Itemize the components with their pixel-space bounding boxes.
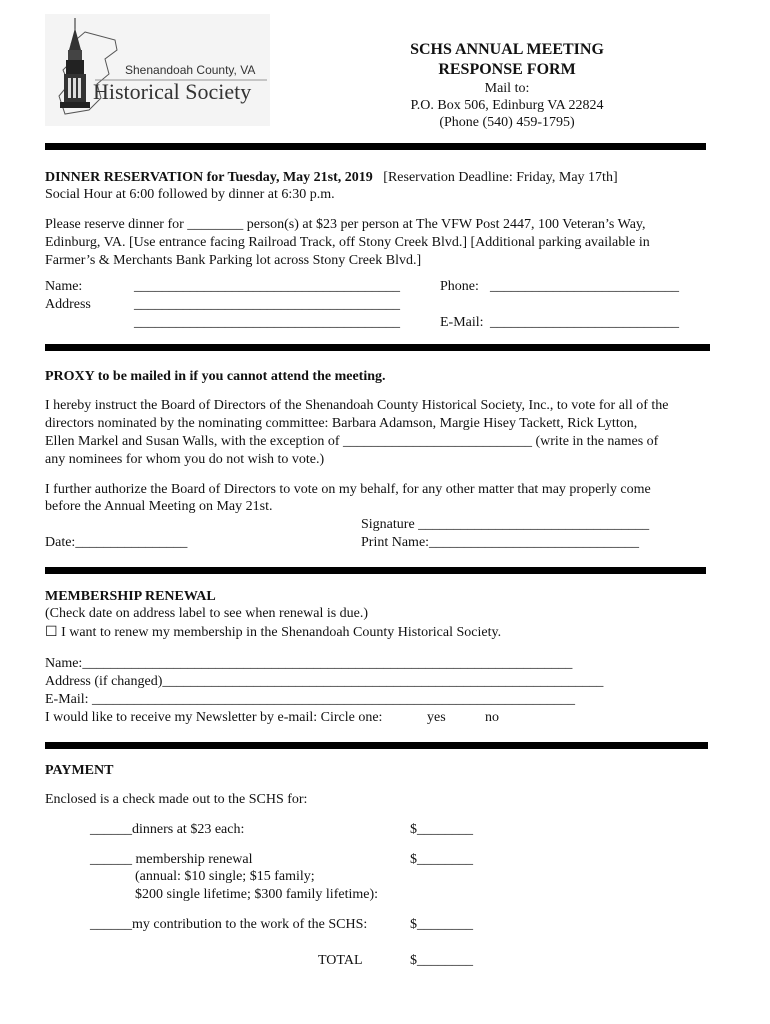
contribution-amount-field[interactable]: $________ xyxy=(410,917,473,932)
reserve-text-line2: Edinburg, VA. [Use entrance facing Railroad Track, off Stony Creek Blvd.] [Additional parking available in xyxy=(45,235,650,250)
renew-option[interactable] xyxy=(45,624,501,641)
dinner-name-label: Name: xyxy=(45,279,83,294)
dinner-address-field-2[interactable]: ______________________________________ xyxy=(134,315,400,330)
membership-renewal-field[interactable]: ______ membership renewal xyxy=(90,852,253,867)
proxy-instruct-line1: I hereby instruct the Board of Directors of the Shenandoah County Historical Society, Inc., to vote for all of the xyxy=(45,398,669,413)
renewal-check-note: (Check date on address label to see when renewal is due.) xyxy=(45,606,369,621)
proxy-authorize-line1: I further authorize the Board of Directors to vote on my behalf, for any other matter that may properly come xyxy=(45,482,651,497)
print-name-field[interactable]: Print Name:______________________________ xyxy=(361,535,640,550)
renew-checkbox[interactable]: ☐ xyxy=(45,625,58,640)
dinner-address-field[interactable]: ______________________________________ xyxy=(134,297,400,312)
proxy-authorize-line2: before the Annual Meeting on May 21st. xyxy=(45,499,273,514)
membership-rates-line2: $200 single lifetime; $300 family lifetime): xyxy=(135,887,379,902)
section-divider xyxy=(45,742,708,749)
reservation-deadline: [Reservation Deadline: Friday, May 17th] xyxy=(383,170,618,185)
proxy-instruct-line3: Ellen Markel and Susan Walls, with the exception of ___________________________ (write in the names of xyxy=(45,434,659,449)
payment-enclosed-text: Enclosed is a check made out to the SCHS for: xyxy=(45,792,308,807)
member-name-field[interactable]: Name:______________________________________________________________________ xyxy=(45,656,573,671)
proxy-instruct-line4: any nominees for whom you do not wish to vote.) xyxy=(45,452,325,467)
logo-top-text: Shenandoah County, VA xyxy=(125,63,256,77)
section-divider xyxy=(45,344,710,351)
section-divider xyxy=(45,143,706,150)
dinners-amount-field[interactable]: $________ xyxy=(410,822,473,837)
phone-number: (Phone (540) 459-1795) xyxy=(439,115,575,130)
contribution-field[interactable]: ______my contribution to the work of the SCHS: xyxy=(90,917,368,932)
total-amount-field[interactable]: $________ xyxy=(410,953,473,968)
total-label: TOTAL xyxy=(318,953,363,968)
membership-heading: MEMBERSHIP RENEWAL xyxy=(45,589,216,604)
member-address-field[interactable]: Address (if changed)_______________________________________________________________ xyxy=(45,674,604,689)
newsletter-no-option[interactable]: no xyxy=(485,710,499,725)
dinner-email-label: E-Mail: xyxy=(440,315,484,330)
dinner-email-field[interactable]: ___________________________ xyxy=(490,315,679,330)
dinners-count-field[interactable]: ______dinners at $23 each: xyxy=(90,822,245,837)
proxy-date-field[interactable]: Date:________________ xyxy=(45,535,188,550)
dinner-phone-label: Phone: xyxy=(440,279,479,294)
logo-main-text: Historical Society xyxy=(93,79,252,104)
member-email-field[interactable]: E-Mail: _____________________________________________________________________ xyxy=(45,692,576,707)
signature-field[interactable]: Signature _________________________________ xyxy=(361,517,650,532)
social-hour: Social Hour at 6:00 followed by dinner at 6:30 p.m. xyxy=(45,187,335,202)
membership-rates-line1: (annual: $10 single; $15 family; xyxy=(135,869,315,884)
mail-to-label: Mail to: xyxy=(484,81,530,96)
payment-heading: PAYMENT xyxy=(45,763,114,778)
renew-checkbox-label: I want to renew my membership in the Shenandoah County Historical Society. xyxy=(61,625,502,640)
membership-amount-field[interactable]: $________ xyxy=(410,852,473,867)
dinner-heading xyxy=(45,169,618,186)
mailing-address: P.O. Box 506, Edinburg VA 22824 xyxy=(410,98,604,113)
dinner-heading-title: DINNER RESERVATION for Tuesday, May 21st, 2019 xyxy=(45,170,373,185)
newsletter-email-label: I would like to receive my Newsletter by e-mail: Circle one: xyxy=(45,710,383,725)
dinner-phone-field[interactable]: ___________________________ xyxy=(490,279,679,294)
form-title-line2: RESPONSE FORM xyxy=(438,61,576,78)
proxy-heading: PROXY to be mailed in if you cannot attend the meeting. xyxy=(45,369,386,384)
dinner-address-label: Address xyxy=(45,297,91,312)
reserve-text-line1: Please reserve dinner for ________ person(s) at $23 per person at The VFW Post 2447, 100 Veteran’s Way, xyxy=(45,217,646,232)
newsletter-yes-option[interactable]: yes xyxy=(427,710,446,725)
dinner-name-field[interactable]: ______________________________________ xyxy=(134,279,400,294)
form-title-line1: SCHS ANNUAL MEETING xyxy=(410,41,604,58)
logo xyxy=(45,14,270,126)
proxy-instruct-line2: directors nominated by the nominating committee: Barbara Adamson, Margie Hisey Tackett, Rick Lytton, xyxy=(45,416,638,431)
reserve-text-line3: Farmer’s & Merchants Bank Parking lot across Stony Creek Blvd.] xyxy=(45,253,422,268)
section-divider xyxy=(45,567,706,574)
